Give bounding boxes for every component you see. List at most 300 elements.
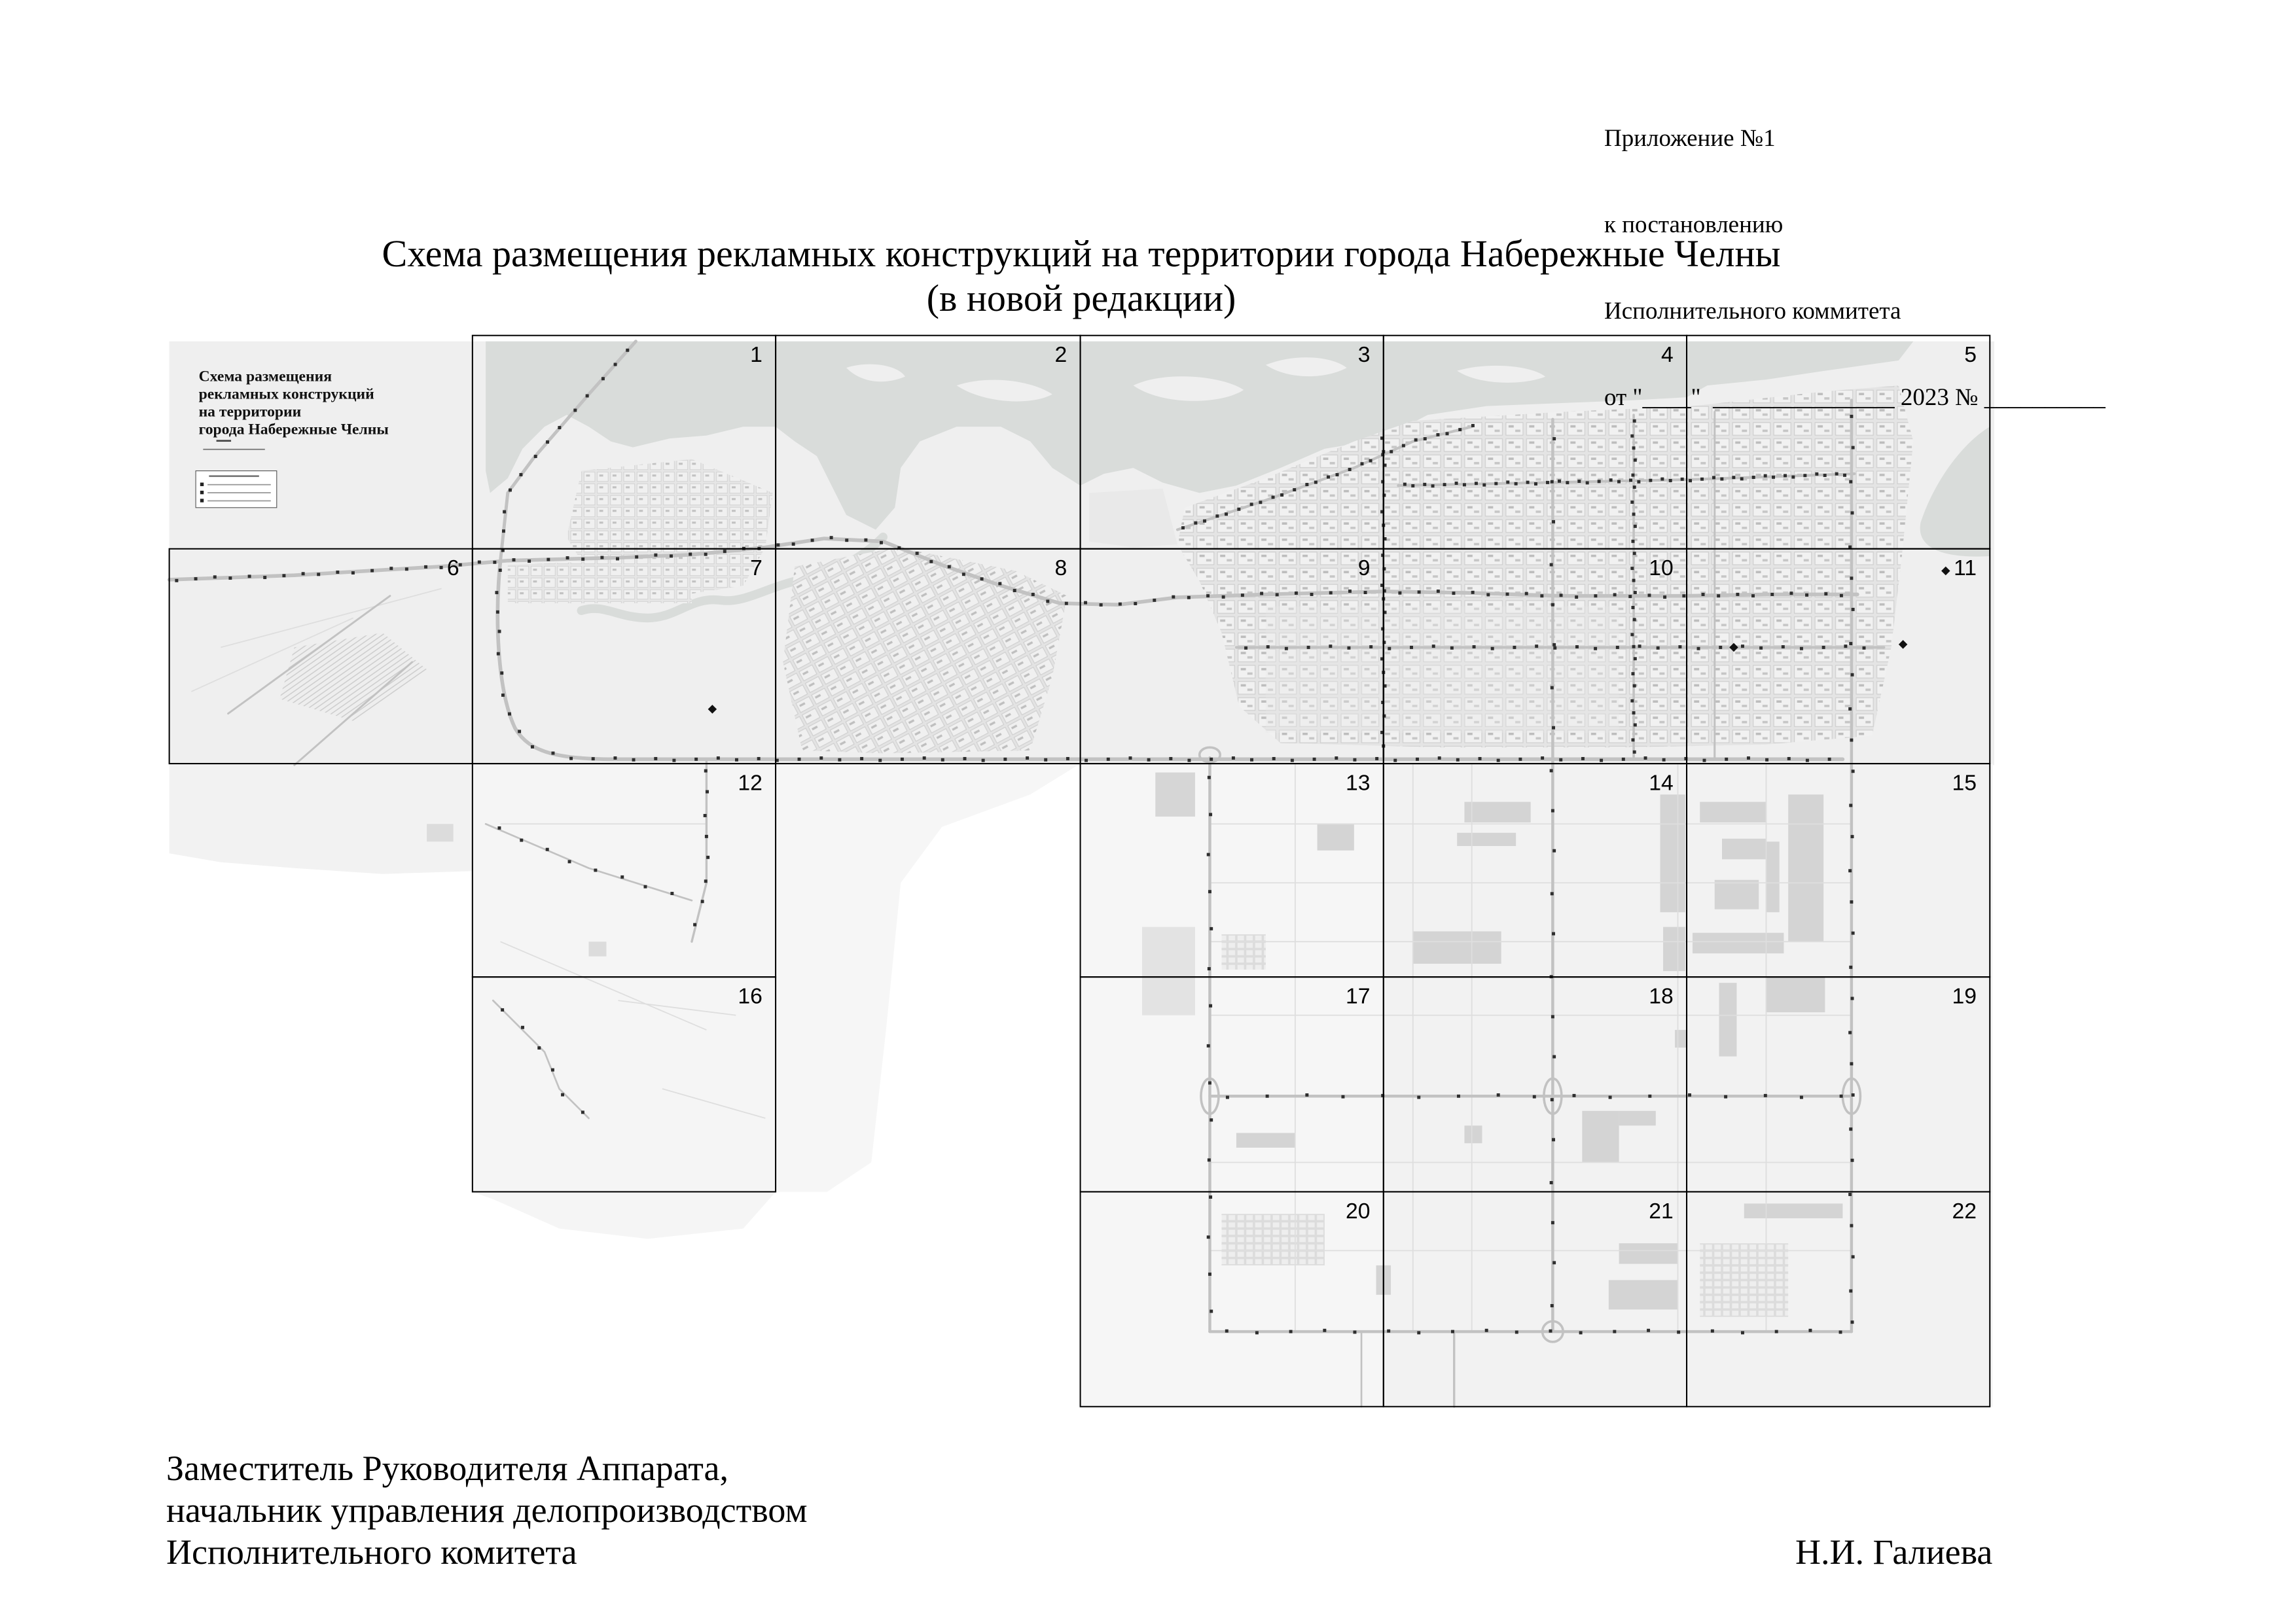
ad-structure-marker: [1550, 1181, 1553, 1184]
ad-structure-marker: [1600, 759, 1603, 762]
sheet-number: 15: [1952, 770, 1977, 796]
ad-structure-marker: [1711, 1330, 1714, 1333]
ad-structure-marker: [1575, 645, 1579, 648]
ad-structure-marker: [1486, 593, 1490, 596]
ad-structure-marker: [1497, 759, 1500, 762]
ad-structure-marker: [1443, 483, 1446, 486]
ad-structure-marker: [1630, 501, 1634, 504]
ad-structure-marker: [811, 538, 814, 542]
ad-structure-marker: [1327, 476, 1330, 479]
ad-structure-marker: [1313, 758, 1316, 761]
ad-structure-marker: [1100, 603, 1103, 607]
ad-structure-marker: [1208, 967, 1211, 970]
ad-structure-marker: [1526, 481, 1530, 484]
ad-structure-marker: [1107, 758, 1110, 761]
ad-structure-marker: [1851, 673, 1854, 677]
ad-structure-marker: [1471, 424, 1475, 427]
ad-structure-marker: [1703, 759, 1706, 762]
ad-structure-marker: [1525, 592, 1528, 595]
ad-structure-marker: [1259, 501, 1262, 504]
ad-structure-marker: [501, 1008, 504, 1012]
ad-structure-marker: [1551, 1221, 1554, 1224]
ad-structure-marker: [194, 577, 198, 580]
ad-structure-marker: [1631, 672, 1634, 675]
ad-structure-marker: [776, 543, 780, 546]
ad-structure-marker: [1172, 595, 1175, 599]
ad-structure-marker: [1187, 596, 1191, 599]
ad-structure-marker: [1225, 1330, 1229, 1333]
ad-structure-marker: [1849, 803, 1852, 807]
ad-structure-marker: [1402, 444, 1405, 448]
ad-structure-marker: [1839, 1330, 1842, 1333]
ad-structure-marker: [1244, 646, 1247, 650]
ad-structure-marker: [546, 440, 549, 444]
ad-structure-marker: [1689, 479, 1692, 482]
ad-structure-marker: [1628, 595, 1632, 598]
sheet-number: 5: [1964, 342, 1977, 368]
ad-structure-marker: [1634, 525, 1637, 528]
ad-structure-marker: [500, 671, 503, 675]
ad-structure-marker: [706, 856, 709, 859]
ad-structure-marker: [916, 552, 919, 555]
ad-structure-marker: [509, 489, 512, 492]
ad-structure-marker: [1479, 757, 1482, 760]
ad-structure-marker: [860, 757, 863, 760]
ad-structure-marker: [1678, 645, 1681, 648]
ad-structure-marker: [1852, 769, 1855, 773]
ad-structure-marker: [1581, 757, 1585, 760]
ad-structure-marker: [1210, 1310, 1213, 1313]
ad-structure-marker: [963, 757, 967, 760]
ad-structure-marker: [1644, 756, 1647, 760]
ad-structure-marker: [573, 409, 577, 412]
ad-structure-marker: [1387, 1330, 1390, 1333]
ad-structure-marker: [537, 1046, 541, 1050]
ad-structure-marker: [1295, 591, 1298, 595]
ad-structure-marker: [1237, 508, 1240, 511]
ad-structure-marker: [901, 758, 904, 761]
ad-structure-marker: [1272, 757, 1276, 760]
ad-structure-marker: [1805, 593, 1808, 597]
ad-structure-marker: [1341, 1095, 1344, 1099]
ad-structure-marker: [1657, 646, 1660, 650]
ad-structure-marker: [302, 572, 305, 575]
sheet-number: 11: [1954, 556, 1977, 581]
ad-structure-marker: [704, 553, 708, 556]
ad-structure-marker: [1194, 521, 1197, 525]
ad-structure-marker: [546, 848, 549, 851]
ad-structure-marker: [1850, 900, 1853, 904]
ad-structure-marker: [175, 579, 178, 582]
ad-structure-marker: [1208, 1082, 1211, 1085]
ad-structure-marker: [1849, 1127, 1852, 1131]
ad-structure-marker: [1616, 646, 1619, 649]
sheet-number: 17: [1346, 983, 1371, 1009]
ad-structure-marker: [1700, 478, 1704, 481]
ad-structure-marker: [478, 561, 481, 564]
sheet-number: 4: [1661, 342, 1674, 368]
ad-structure-marker: [1808, 1329, 1812, 1332]
ad-structure-marker: [1418, 590, 1421, 593]
ad-structure-marker: [626, 349, 629, 352]
ad-structure-marker: [878, 759, 882, 762]
ad-structure-marker: [1848, 1193, 1852, 1196]
ad-structure-marker: [1208, 1158, 1211, 1161]
ad-structure-marker: [1424, 437, 1427, 440]
ad-structure-marker: [568, 860, 571, 863]
ad-structure-marker: [1291, 759, 1294, 762]
ad-structure-marker: [1566, 481, 1569, 484]
ad-structure-marker: [1336, 473, 1339, 476]
ad-structure-marker: [547, 558, 550, 561]
ad-structure-marker: [1553, 646, 1556, 650]
ad-structure-marker: [1741, 644, 1744, 648]
ad-structure-marker: [1617, 480, 1621, 484]
ad-structure-marker: [1632, 579, 1636, 582]
ad-structure-marker: [792, 542, 795, 546]
ad-structure-marker: [1851, 1320, 1854, 1324]
ad-structure-marker: [705, 835, 708, 838]
ad-structure-marker: [1335, 756, 1338, 760]
ad-structure-marker: [998, 582, 1001, 585]
ad-structure-marker: [1822, 646, 1825, 649]
ad-structure-marker: [1393, 759, 1397, 762]
ad-structure-marker: [1369, 459, 1372, 463]
ad-structure-marker: [1629, 478, 1632, 482]
ad-structure-marker: [528, 559, 531, 563]
ad-structure-marker: [1347, 646, 1350, 650]
ad-structure-marker: [1850, 1062, 1853, 1065]
ad-structure-marker: [1741, 1331, 1744, 1334]
ad-structure-marker: [1559, 758, 1562, 762]
ad-structure-marker: [551, 752, 554, 755]
ad-structure-marker: [282, 574, 285, 577]
ad-structure-marker: [1323, 1329, 1326, 1332]
ad-structure-marker: [1187, 759, 1191, 762]
ad-structure-marker: [581, 1110, 584, 1114]
ad-structure-marker: [1633, 552, 1636, 555]
ad-structure-marker: [1463, 483, 1466, 486]
ad-structure-marker: [838, 758, 841, 762]
ad-structure-marker: [497, 826, 501, 830]
ad-structure-marker: [1740, 477, 1744, 480]
ad-structure-marker: [1631, 474, 1634, 477]
ad-structure-marker: [1206, 594, 1210, 597]
ad-structure-marker: [519, 473, 522, 476]
ad-structure-marker: [1712, 476, 1715, 479]
ad-structure-marker: [1276, 593, 1279, 596]
ad-structure-marker: [1702, 593, 1705, 596]
ad-structure-marker: [405, 567, 408, 571]
ad-structure-marker: [1031, 593, 1035, 596]
ad-structure-marker: [1307, 646, 1310, 649]
ad-structure-marker: [1594, 647, 1597, 650]
ad-structure-marker: [228, 576, 232, 580]
sheet-number: 10: [1649, 556, 1674, 581]
ad-structure-marker: [670, 892, 673, 895]
ad-structure-marker: [1506, 480, 1509, 484]
ad-structure-marker: [1551, 603, 1554, 607]
ad-structure-marker: [1575, 595, 1578, 599]
ad-structure-marker: [1541, 756, 1544, 760]
signature-position-line: Исполнительного комитета: [166, 1532, 577, 1572]
ad-structure-marker: [512, 558, 516, 561]
ad-structure-marker: [561, 1093, 564, 1097]
ad-structure-marker: [1577, 480, 1581, 483]
ad-structure-marker: [1850, 739, 1853, 742]
ad-structure-marker: [941, 758, 944, 762]
ad-structure-marker: [1266, 645, 1270, 648]
ad-structure-marker: [1515, 482, 1518, 485]
ad-structure-marker: [1586, 481, 1589, 484]
ad-structure-marker: [1207, 853, 1210, 856]
ad-structure-marker: [1787, 757, 1791, 760]
ad-structure-marker: [551, 1068, 554, 1072]
ad-structure-marker: [1232, 756, 1235, 760]
ad-structure-marker: [1751, 594, 1755, 597]
ad-structure-marker: [1719, 646, 1722, 649]
document-title-line: Схема размещения рекламных конструкций на территории города Набережные Челны: [382, 232, 1781, 275]
ad-structure-marker: [508, 713, 511, 716]
ad-structure-marker: [1457, 1095, 1460, 1098]
ad-structure-marker: [1752, 476, 1755, 479]
signature-position: [166, 1447, 808, 1573]
legend-title-line: рекламных конструкций: [198, 385, 374, 403]
ad-structure-marker: [1497, 1093, 1500, 1097]
ad-structure-marker: [1613, 593, 1617, 596]
ad-structure-marker: [1065, 602, 1068, 605]
ad-structure-marker: [496, 610, 499, 614]
ad-structure-marker: [389, 567, 393, 570]
sheet-number: 21: [1649, 1198, 1674, 1224]
ad-structure-marker: [1551, 686, 1554, 690]
appendix-number: Приложение №1: [1604, 125, 1776, 152]
ad-structure-marker: [1852, 1255, 1855, 1258]
ad-structure-marker: [1633, 618, 1636, 621]
ad-structure-marker: [1552, 1138, 1555, 1141]
ad-structure-marker: [1369, 645, 1372, 648]
ad-structure-marker: [1784, 474, 1787, 477]
ad-structure-marker: [1348, 590, 1352, 593]
ad-structure-marker: [717, 756, 720, 760]
ad-structure-marker: [1013, 589, 1016, 592]
ad-structure-marker: [1250, 758, 1253, 762]
ad-structure-marker: [1850, 576, 1853, 580]
ad-structure-marker: [1765, 758, 1768, 762]
ad-structure-marker: [1669, 479, 1672, 482]
ad-structure-marker: [723, 550, 726, 553]
ad-structure-marker: [1147, 758, 1151, 762]
ad-structure-marker: [1491, 647, 1494, 650]
ad-structure-marker: [1558, 480, 1561, 483]
ad-structure-marker: [1225, 512, 1228, 516]
ad-structure-marker: [1208, 1273, 1211, 1276]
ad-structure-marker: [1364, 591, 1367, 594]
ad-structure-marker: [1485, 1329, 1488, 1332]
ad-structure-marker: [440, 566, 443, 569]
ad-structure-marker: [1789, 591, 1793, 595]
ad-structure-marker: [558, 426, 561, 429]
ad-structure-marker: [1513, 646, 1516, 649]
ad-structure-marker: [1084, 601, 1087, 605]
ad-structure-marker: [1552, 1055, 1556, 1059]
ad-structure-marker: [1438, 756, 1441, 760]
ad-structure-marker: [1770, 593, 1774, 596]
ad-structure-marker: [948, 565, 951, 569]
ad-structure-marker: [497, 652, 500, 656]
sheet-number: 7: [750, 556, 762, 581]
ad-structure-marker: [1329, 644, 1332, 648]
ad-structure-marker: [1533, 1095, 1536, 1099]
ad-structure-marker: [632, 758, 636, 762]
ad-structure-marker: [1209, 1195, 1212, 1199]
ad-structure-marker: [336, 571, 339, 574]
ad-structure-marker: [495, 591, 498, 594]
ad-structure-marker: [735, 758, 738, 762]
ad-structure-marker: [1455, 482, 1458, 485]
ad-structure-marker: [1550, 769, 1553, 772]
ad-structure-marker: [1759, 646, 1763, 650]
appendix-date-number: от "____" _______________ 2023 № __________: [1604, 384, 2106, 411]
ad-structure-marker: [1852, 446, 1855, 450]
ad-structure-marker: [521, 1026, 524, 1029]
ad-structure-marker: [635, 556, 638, 559]
ad-structure-marker: [1634, 723, 1637, 726]
legend-scale-mark: [217, 440, 231, 442]
ad-structure-marker: [1411, 484, 1414, 487]
ad-structure-marker: [1215, 514, 1219, 518]
ad-structure-marker: [1782, 645, 1785, 648]
sheet-number: 6: [446, 556, 459, 581]
ad-structure-marker: [1272, 495, 1275, 499]
ad-structure-marker: [819, 756, 823, 760]
ad-structure-marker: [616, 557, 619, 561]
ad-structure-marker: [1305, 1093, 1308, 1097]
ad-structure-marker: [1446, 432, 1449, 435]
ad-structure-marker: [1414, 438, 1418, 442]
ad-structure-marker: [654, 757, 657, 760]
ad-structure-marker: [1633, 750, 1636, 754]
ad-structure-marker: [1210, 1118, 1213, 1121]
legend-title-line: Схема размещения: [198, 368, 332, 385]
signature-position-line: Заместитель Руководителя Аппарата,: [166, 1449, 728, 1488]
ad-structure-marker: [1852, 608, 1855, 611]
ad-structure-marker: [1552, 932, 1555, 936]
legend-title-line: на территории: [198, 403, 302, 421]
ad-structure-marker: [351, 571, 355, 574]
sheet-number: 18: [1649, 983, 1674, 1009]
ad-structure-marker: [1579, 1331, 1583, 1334]
ad-structure-marker: [1390, 450, 1393, 453]
ad-structure-marker: [1632, 711, 1636, 715]
ad-structure-marker: [798, 758, 801, 761]
ad-structure-marker: [1824, 592, 1827, 595]
ad-structure-marker: [1764, 474, 1767, 478]
ad-structure-marker: [1851, 1159, 1854, 1162]
ad-structure-marker: [1549, 1330, 1552, 1333]
ad-structure-marker: [1552, 437, 1556, 440]
ad-structure-marker: [1633, 485, 1636, 489]
ad-structure-marker: [1066, 757, 1069, 760]
ad-structure-marker: [248, 574, 251, 578]
ad-structure-marker: [654, 554, 657, 557]
ad-structure-marker: [1266, 1095, 1269, 1098]
ad-structure-marker: [581, 557, 584, 561]
ad-structure-marker: [1849, 480, 1852, 484]
ad-structure-marker: [1551, 1015, 1554, 1018]
ad-structure-marker: [1046, 599, 1049, 603]
ad-structure-marker: [1551, 892, 1554, 895]
ad-structure-marker: [830, 536, 833, 539]
ad-structure-marker: [1207, 1044, 1210, 1048]
ad-structure-marker: [1222, 595, 1225, 599]
ad-structure-marker: [499, 569, 502, 572]
ad-structure-marker: [1840, 1095, 1843, 1098]
sheet-number: 14: [1649, 770, 1674, 796]
ad-structure-marker: [370, 569, 374, 573]
ad-structure-marker: [1682, 594, 1685, 597]
ad-structure-marker: [1129, 756, 1132, 760]
sheet-number: 22: [1952, 1198, 1977, 1224]
ad-structure-marker: [1134, 602, 1137, 605]
ad-structure-marker: [1209, 813, 1212, 816]
ad-structure-marker: [1085, 759, 1088, 762]
ad-structure-marker: [1552, 849, 1556, 853]
ad-structure-marker: [1609, 478, 1613, 482]
ad-structure-marker: [594, 869, 597, 872]
ad-structure-marker: [962, 573, 965, 576]
ad-structure-marker: [1849, 1290, 1852, 1293]
ad-structure-marker: [1353, 1330, 1356, 1333]
ad-structure-marker: [1747, 756, 1750, 760]
ad-structure-marker: [1423, 483, 1426, 486]
ad-structure-marker: [1416, 758, 1419, 761]
ad-structure-marker: [1293, 488, 1296, 491]
ad-structure-marker: [1451, 1330, 1454, 1333]
ad-structure-marker: [1250, 503, 1253, 506]
ad-structure-marker: [864, 538, 867, 542]
ad-structure-marker: [601, 377, 605, 380]
ad-structure-marker: [1494, 482, 1498, 485]
ad-structure-marker: [1119, 603, 1122, 606]
ad-structure-marker: [1375, 757, 1378, 760]
ad-structure-marker: [1717, 594, 1720, 597]
ad-structure-marker: [1169, 757, 1172, 760]
ad-structure-marker: [1417, 1096, 1420, 1099]
ad-structure-marker: [1208, 776, 1211, 779]
ad-structure-marker: [1398, 591, 1401, 595]
ad-structure-marker: [704, 879, 708, 883]
ad-structure-marker: [1835, 472, 1839, 476]
ad-structure-marker: [1226, 1096, 1229, 1099]
ad-structure-marker: [1720, 478, 1723, 481]
ad-structure-marker: [1622, 758, 1625, 761]
ad-structure-marker: [1851, 511, 1854, 514]
ad-structure-marker: [1551, 480, 1554, 484]
ad-structure-marker: [1631, 738, 1634, 741]
ad-structure-marker: [1207, 1235, 1210, 1239]
ad-structure-marker: [1863, 646, 1866, 650]
ad-structure-marker: [1638, 644, 1641, 648]
ad-structure-marker: [706, 790, 709, 794]
ad-structure-marker: [1647, 1329, 1650, 1332]
ad-structure-marker: [1736, 593, 1739, 596]
ad-structure-marker: [1534, 482, 1537, 485]
ad-structure-marker: [534, 455, 537, 458]
ad-structure-marker: [1648, 1095, 1651, 1098]
ad-structure-marker: [1471, 591, 1475, 594]
ad-structure-marker: [670, 554, 673, 557]
